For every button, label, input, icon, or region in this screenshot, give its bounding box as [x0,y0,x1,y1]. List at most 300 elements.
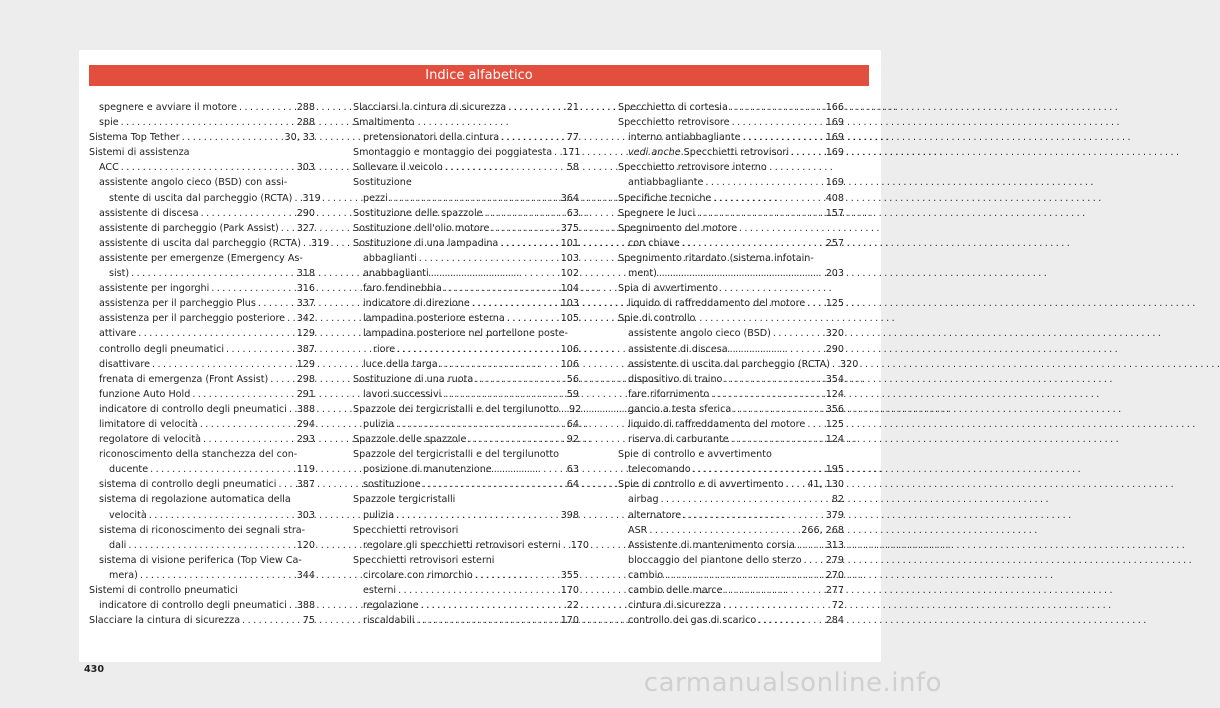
dot-leader [278,477,294,492]
index-entry [353,417,579,432]
index-entry-page: 294 [296,418,315,430]
index-entry-page: 129 [296,328,315,340]
index-entry-see-also: vedi anche [628,147,681,159]
index-column-1 [89,100,330,628]
dot-leader [152,357,295,372]
dot-leader [659,266,824,281]
index-entry-page: 77 [566,132,579,144]
dot-leader [242,613,301,628]
dot-leader [832,357,838,372]
index-entry-page: 356 [825,403,844,415]
index-entry-term: assistenza per il parcheggio Plus [99,298,256,310]
index-entry [353,221,579,236]
index-heading: Spazzole tergicristalli [353,494,456,506]
dot-leader [731,432,824,447]
index-entry-page: 103 [560,252,579,264]
dot-leader [807,417,823,432]
index-entry [89,598,315,613]
index-entry-term: riscaldabili [363,615,415,627]
dot-leader [693,462,824,477]
index-heading: Spie di controllo [618,313,696,325]
index-entry [353,145,579,160]
index-entry [353,477,579,492]
index-entry-term: assistente di uscita dal parcheggio (RCTA) [628,358,830,370]
index-entry-page: 169 [825,132,844,144]
dot-leader [758,613,823,628]
index-entry-term: interno antiabbagliante [628,132,741,144]
index-entry [89,568,315,583]
index-entry-term: Specifiche tecniche [618,192,712,204]
index-entry [89,417,315,432]
index-entry [618,145,844,160]
index-entry [89,357,315,372]
dot-leader [494,462,565,477]
dot-leader [396,417,565,432]
dot-leader [733,402,823,417]
index-entry-term: Sistema Top Tether [89,132,180,144]
index-entry [618,372,844,387]
dot-leader [804,553,824,568]
index-entry-term: sist) [109,268,130,280]
index-entry [618,417,844,432]
index-entry-term: Spazzole dei tergicristalli e del tergilunotto [353,403,560,415]
index-entry [89,372,315,387]
index-entry-page: 125 [825,418,844,430]
index-entry-page: 387 [296,479,315,491]
index-entry [353,236,579,251]
index-entry [618,553,844,568]
index-heading: assistente angolo cieco (BSD) con assi- [99,177,288,189]
index-entry-page: 105 [560,313,579,325]
index-entry-term: circolare con rimorchio [363,569,473,581]
index-entry-page: 103 [560,298,579,310]
index-entry-page: 82 [831,494,844,506]
index-entry-term: Spegnere le luci [618,207,696,219]
index-entry [89,266,315,281]
index-entry-term: assistente di parcheggio (Park Assist) [99,222,279,234]
index-heading: Spia di avvertimento [618,283,719,295]
index-entry-page: 21 [566,102,579,113]
dot-leader [287,311,295,326]
index-entry-page: 64 [566,479,579,491]
index-entry [89,387,315,402]
dot-leader [258,296,295,311]
index-heading: assistente per emergenze (Emergency As- [99,252,303,264]
dot-leader [807,296,823,311]
index-entry [618,357,859,372]
index-entry-term: dali [109,539,127,551]
index-entry-page: 319 [310,237,330,249]
dot-leader [149,508,295,523]
index-entry [353,130,579,145]
dot-leader [121,160,295,175]
dot-leader [724,372,823,387]
index-entry-term: indicatore di controllo degli pneumatici [99,403,287,415]
dot-leader [239,100,295,115]
dot-leader [423,477,565,492]
index-entry-term: assistente di discesa [99,207,199,219]
dot-leader [445,160,565,175]
index-entry-page: 64 [566,418,579,430]
index-heading: sistema di visione periferica (Top View Ca- [99,554,302,566]
index-entry-term: telecomando [628,464,691,476]
index-entry-term: Sostituzione di una ruota [353,373,474,385]
dot-leader [390,191,559,206]
dot-leader [773,326,824,341]
dot-leader [431,266,559,281]
index-entry-term: airbag [628,494,659,506]
index-entry-page: 120 [296,539,315,551]
page-number: 430 [84,664,105,675]
index-entry-term: riserva di carburante [628,434,729,446]
index-entry-page: 320 [839,358,859,370]
index-entry [618,236,844,251]
index-entry [618,175,844,190]
dot-leader [697,206,824,221]
dot-leader [303,236,309,251]
index-entry [89,326,315,341]
index-entry [353,281,579,296]
index-entry [353,342,579,357]
index-entry-term: Spie di controllo e di avvertimento [618,479,784,491]
index-entry-term: Smontaggio e montaggio dei poggiatesta [353,147,553,159]
dot-leader [138,326,294,341]
dot-leader [140,568,295,583]
dot-leader [705,175,823,190]
dot-leader [563,538,569,553]
index-entry-page: 277 [825,585,844,596]
dot-leader [730,342,824,357]
index-entry [618,387,844,402]
dot-leader [508,100,565,115]
index-entry [89,508,315,523]
index-entry [353,613,579,628]
index-entry-term: esterni [363,585,397,596]
index-entry [89,100,315,115]
index-entry-term: Specchietto di cortesia [618,102,728,113]
index-entry [89,206,315,221]
index-entry [618,266,844,281]
dot-leader [472,296,559,311]
index-entry-page: 379 [825,509,844,521]
index-entry-term: velocità [109,509,147,521]
index-entry-page: 59 [566,388,579,400]
index-entry [89,538,315,553]
index-entry-term: pretensionatori della cintura [363,132,500,144]
index-entry [353,296,579,311]
dot-leader [786,477,806,492]
index-entry-term: abbaglianti [363,252,417,264]
dot-leader [201,206,295,221]
index-entry-term: mera) [109,569,138,581]
index-entry [89,160,315,175]
index-entry-term: bloccaggio del piantone dello sterzo [628,554,802,566]
index-entry-page: 318 [296,268,315,280]
index-entry-page: 170 [560,585,579,596]
index-entry-page: 129 [296,358,315,370]
index-entry [353,462,579,477]
index-entry-page: 313 [825,539,844,551]
index-entry [353,357,579,372]
index-entry-page: 320 [825,328,844,340]
index-entry-page: 203 [825,268,844,280]
index-heading: Specchietti retrovisori [353,524,459,536]
index-entry-term: Sostituzione dell'olio motore [353,222,490,234]
index-entry-term: Sostituzione delle spazzole [353,207,483,219]
index-entry-term: Slacciarsi la cintura di sicurezza [353,102,507,113]
index-entry-page: 387 [296,343,315,355]
index-entry-term: faro fendinebbia [363,283,442,295]
index-entry-page: 293 [296,434,315,446]
index-entry [353,100,579,115]
index-entry [618,206,844,221]
page-title: Indice alfabetico [89,65,869,86]
index-column-3 [618,100,859,628]
index-entry-term: cintura di sicurezza [628,600,722,612]
dot-leader [131,266,295,281]
index-entry-page: 388 [296,600,316,612]
index-entry-term: indicatore di direzione [363,298,470,310]
dot-leader [192,387,294,402]
index-entry-page: 316 [296,283,315,295]
dot-leader [507,311,559,326]
watermark: carmanualsonline.info [643,668,942,698]
index-entry [89,311,315,326]
index-entry-page: 257 [825,237,844,249]
index-entry-term: sostituzione [363,479,421,491]
index-entry-term: regolatore di velocità [99,434,201,446]
index-entry [89,432,315,447]
index-entry-page: 63 [566,464,579,476]
index-entry-term: assistente di discesa [628,343,728,355]
dot-leader [683,508,823,523]
index-entry-page: 169 [825,177,844,189]
index-heading: Sistemi di assistenza [89,147,190,159]
index-entry-term: assistente angolo cieco (BSD) [628,328,771,340]
dot-leader [725,583,824,598]
dot-leader [468,432,564,447]
index-entry-page: 344 [296,569,315,581]
index-entry [353,372,579,387]
index-entry [353,538,589,553]
index-entry-page: 303 [296,162,315,174]
index-entry-page: 124 [825,388,844,400]
dot-leader [500,236,558,251]
index-entry-term: fare rifornimento [628,388,710,400]
dot-leader [226,342,295,357]
index-entry [353,311,579,326]
dot-leader [294,191,300,206]
index-entry [89,462,315,477]
index-entry-term: Spazzole delle spazzole [353,434,467,446]
index-entry-page: 355 [560,569,579,581]
index-heading: riconoscimento della stanchezza del con- [99,449,298,461]
index-entry [353,568,579,583]
index-heading: Spazzole del tergicristalli e del tergilunotto [353,449,560,461]
dot-leader [398,583,559,598]
index-entry [353,266,579,281]
index-heading: sistema di regolazione automatica della [99,494,291,506]
index-entry-page: 291 [296,388,315,400]
index-entry-page: 125 [825,298,844,310]
index-heading: Spie di controllo e avvertimento [618,449,772,461]
index-entry-term: spie [99,117,119,129]
index-entry [618,326,844,341]
index-entry [353,206,579,221]
dot-leader [419,251,559,266]
dot-leader [661,492,830,507]
index-entry-term: lampadina posteriore esterna [363,313,505,325]
index-entry-term: ment) [628,268,657,280]
index-entry-page: 101 [560,237,579,249]
index-entry-term: ASR [628,524,648,536]
index-entry-page: 72 [831,600,844,612]
index-entry-term: regolazione [363,600,419,612]
dot-leader [440,357,559,372]
index-entry-term: lavori successivi [363,388,442,400]
index-entry-page: 388 [296,403,316,415]
index-entry-term: ducente [109,464,149,476]
index-entry [618,342,844,357]
dot-leader [121,115,295,130]
index-entry-term: Sollevare il veicolo [353,162,443,174]
dot-leader [396,508,559,523]
index-entry-page: 408 [825,192,844,204]
index-entry-page: 303 [296,509,315,521]
index-entry-term: liquido di raffreddamento del motore [628,298,806,310]
index-entry-term: posizione di manutenzione [363,464,492,476]
index-entry-term: frenata di emergenza (Front Assist) [99,373,269,385]
index-heading: lampadina posteriore nel portellone poste- [363,328,568,340]
dot-leader [485,206,565,221]
index-entry-term: luce della targa [363,358,438,370]
index-entry [353,402,582,417]
dot-leader [682,236,824,251]
index-entry-page: 30, 33 [284,132,315,144]
index-entry-page: 195 [825,464,844,476]
index-entry [353,251,579,266]
index-entry [89,296,315,311]
index-entry-term: attivare [99,328,137,340]
index-entry [89,221,315,236]
index-entry-term: assistenza per il parcheggio posteriore [99,313,286,325]
dot-leader [203,432,295,447]
index-entry-page: 337 [296,298,315,310]
index-entry [618,598,844,613]
index-entry [618,508,844,523]
dot-leader [797,538,824,553]
index-entry-term: alternatore [628,509,682,521]
index-entry-term: Slacciare la cintura di sicurezza [89,615,241,627]
dot-leader [150,462,295,477]
index-entry-page: 170 [560,615,579,627]
index-entry-term: funzione Auto Hold [99,388,191,400]
dot-leader [554,145,560,160]
dot-leader [723,598,830,613]
index-entry-term: gancio a testa sferica [628,403,732,415]
index-entry [618,191,844,206]
index-entry-term: limitatore di velocità [99,418,198,430]
index-entry-term: assistente per ingorghi [99,283,210,295]
dot-leader [443,387,564,402]
index-entry-term: con chiave [628,237,680,249]
index-entry-page: 279 [825,554,844,566]
dot-leader [475,568,559,583]
index-entry-page: 327 [296,222,315,234]
index-entry-page: 375 [560,222,579,234]
index-entry [89,236,330,251]
index-entry-page: 102 [560,268,579,280]
dot-leader [421,598,565,613]
index-entry-term [628,145,789,160]
index-entry-page: 270 [825,569,844,581]
index-entry-term: stente di uscita dal parcheggio (RCTA) [109,192,293,204]
index-entry [89,402,315,417]
dot-leader [211,281,294,296]
index-entry-term: Assistente di mantenimento corsia [628,539,795,551]
index-entry-page: 92 [566,434,579,446]
index-entry-page: 266, 268 [801,524,844,536]
index-entry-term: cambio delle marce [628,585,723,596]
index-entry-page: 106 [560,343,579,355]
index-heading: Specchietti retrovisori esterni [353,554,495,566]
index-entry [618,296,844,311]
index-entry-term: controllo degli pneumatici [99,343,225,355]
index-entry-term: sistema di controllo degli pneumatici [99,479,277,491]
index-entry [353,583,579,598]
dot-leader [743,130,824,145]
index-entry-page: 124 [825,434,844,446]
dot-leader [416,613,558,628]
index-entry-term: assistente di uscita dal parcheggio (RCTA) [99,237,301,249]
index-entry-page: 157 [825,207,844,219]
index-entry [89,281,315,296]
index-entry-term: ACC [99,162,119,174]
index-entry [353,432,579,447]
index-entry-page: 119 [296,464,315,476]
dot-leader [444,281,559,296]
index-page [79,50,881,675]
dot-leader [281,221,295,236]
index-entry-page: 284 [825,615,844,627]
index-entry-term: pulizia [363,509,395,521]
index-entry [89,191,321,206]
index-entry-page: 290 [825,343,844,355]
index-entry-term: antiabbagliante [628,177,704,189]
dot-leader [713,191,823,206]
dot-leader [182,130,283,145]
dot-leader [397,342,559,357]
index-entry-term: riore [373,343,396,355]
index-entry-term: spegnere e avviare il motore [99,102,238,113]
index-entry-page: 288 [296,102,315,113]
index-entry-page: 92 [569,403,582,415]
index-heading: Spegnimento ritardato (sistema infotain- [618,252,814,264]
index-entry [89,613,315,628]
index-entry [618,130,844,145]
dot-leader [501,130,565,145]
index-entry-term: pezzi [363,192,388,204]
index-entry-term: regolare gli specchietti retrovisori esterni [363,539,561,551]
index-entry [618,115,844,130]
index-entry-page: 104 [560,283,579,295]
index-entry [89,130,315,145]
index-entry [353,508,579,523]
dot-leader [475,372,565,387]
index-entry-page: 63 [566,207,579,219]
index-entry-page: 166 [825,102,844,113]
index-entry-term: Specchietto retrovisore [618,117,730,129]
